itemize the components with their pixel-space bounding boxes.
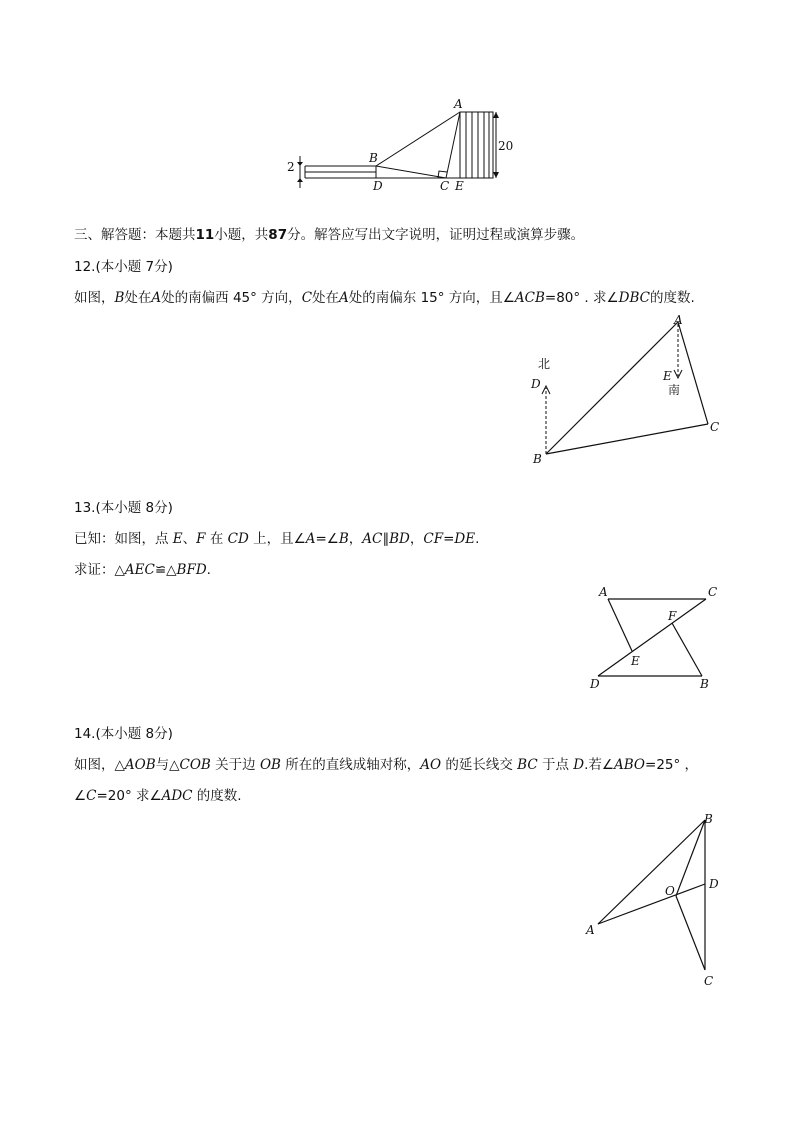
line-dc: [598, 599, 706, 676]
q13-line1: [74, 530, 479, 548]
point-label-a: A: [586, 923, 595, 937]
heading-part: 小题，共: [214, 227, 269, 243]
heading-score: 87: [268, 227, 288, 243]
q13-line2: [74, 561, 211, 579]
q14-line1: [74, 756, 698, 774]
q14-title: 14.(本小题 8分): [74, 726, 173, 742]
point-label-b: B: [700, 677, 709, 691]
figure-q14: [580, 808, 730, 994]
line-ae: [608, 599, 632, 651]
dim-arrow-icon: [493, 172, 499, 178]
line-oc: [676, 896, 705, 970]
point-label-c: C: [704, 974, 714, 988]
heading-part: 三、解答题：本题共: [74, 227, 196, 243]
q13-var: B: [338, 531, 349, 547]
q13-text-part: =∠: [315, 531, 339, 547]
q12-text-part: 处的南偏西 45° 方向，: [161, 290, 302, 306]
dim-arrow-icon: [493, 112, 499, 118]
q13-var: DE: [454, 531, 476, 547]
q14-line2: [74, 787, 242, 805]
point-label-o: O: [665, 884, 675, 898]
line-ad: [598, 884, 705, 924]
q12-text-part: 处在: [312, 290, 340, 306]
point-label-b: B: [704, 812, 713, 826]
q12-var: ACB: [514, 290, 545, 306]
dim-label-20: 20: [498, 139, 514, 153]
q12-text: [74, 289, 695, 307]
q12-var: DBC: [618, 290, 650, 306]
q13-var: BD: [389, 531, 410, 547]
point-label-b: B: [369, 151, 378, 165]
q12-text-part: =80° . 求∠: [544, 290, 619, 306]
q12-text-part: 的度数.: [649, 290, 695, 306]
point-label-e: E: [663, 369, 672, 383]
dim-arrow-icon: [297, 162, 303, 166]
q14-text-part: ∠: [74, 788, 87, 804]
point-label-e: E: [631, 654, 640, 668]
q13-text-part: =: [443, 531, 455, 547]
dim-arrow-icon: [297, 178, 303, 182]
dim-label-2: 2: [287, 160, 295, 174]
q13-text-part: ≌△: [154, 562, 177, 578]
point-label-c: C: [440, 179, 450, 193]
q14-text-part: 于点: [537, 757, 574, 773]
line-ba: [546, 322, 681, 454]
q14-text-part: .若∠: [584, 757, 615, 773]
figure-q13: [584, 582, 724, 694]
point-label-c: C: [710, 420, 720, 434]
q13-var: E: [172, 531, 183, 547]
heading-part: 分。解答应写出文字说明，证明过程或演算步骤。: [287, 227, 585, 243]
q14-var: COB: [179, 757, 211, 773]
line-ca: [446, 112, 460, 178]
figure-top: [270, 92, 530, 196]
q14-var: AOB: [124, 757, 156, 773]
line-bo: [676, 820, 705, 896]
point-label-d: D: [590, 677, 600, 691]
q13-title: 13.(本小题 8分): [74, 500, 173, 516]
line-bc: [546, 424, 708, 454]
hatched-block: [460, 112, 493, 178]
line-bc: [376, 166, 446, 178]
line-fb: [672, 623, 702, 676]
point-label-d: D: [709, 877, 719, 891]
q14-text-part: =25° ，: [645, 757, 699, 773]
line-ab: [598, 820, 705, 924]
q14-var: OB: [259, 757, 281, 773]
q12-text-part: 处在: [124, 290, 152, 306]
q14-text-part: 所在的直线成轴对称，: [280, 757, 421, 773]
q13-text-part: ，: [409, 531, 424, 547]
q14-var: D: [573, 757, 585, 773]
q13-text-part: ∥: [382, 531, 390, 547]
q13-var: AEC: [124, 562, 155, 578]
south-label: 南: [668, 383, 681, 397]
q13-var: F: [196, 531, 206, 547]
q14-text-part: 关于边: [210, 757, 260, 773]
q13-var: BFD: [176, 562, 207, 578]
q13-text-part: 上，且∠: [248, 531, 306, 547]
q14-var: BC: [517, 757, 538, 773]
q12-text-part: 如图，: [74, 290, 115, 306]
point-label-c: C: [708, 585, 718, 599]
figure-q12: [520, 308, 730, 468]
q13-text-part: 已知：如图，点: [74, 531, 173, 547]
q12-var: B: [114, 290, 125, 306]
q14-var: C: [86, 788, 97, 804]
q12-text-part: 处的南偏东 15° 方向，且∠: [348, 290, 515, 306]
section-heading: [74, 226, 584, 244]
q14-text-part: 的延长线交: [441, 757, 518, 773]
q13-var: AC: [362, 531, 383, 547]
point-label-d: D: [373, 179, 383, 193]
point-label-d: D: [531, 377, 541, 391]
point-label-a: A: [454, 97, 463, 111]
q12-title: 12.(本小题 7分): [74, 259, 173, 275]
north-label: 北: [538, 357, 551, 371]
q14-text-part: 与△: [155, 757, 180, 773]
q13-text-part: .: [475, 531, 480, 547]
q12-var: A: [339, 290, 349, 306]
line-ba: [376, 112, 460, 166]
point-label-a: A: [599, 585, 608, 599]
q13-text-part: 求证：△: [74, 562, 125, 578]
q13-var: A: [305, 531, 316, 547]
q12-var: C: [301, 290, 313, 306]
q13-var: CF: [423, 531, 444, 547]
q14-text-part: =20° 求∠: [96, 788, 162, 804]
q13-text-part: .: [206, 562, 211, 578]
q12-var: A: [151, 290, 162, 306]
q14-text-part: 的度数.: [192, 788, 242, 804]
q14-var: ADC: [161, 788, 193, 804]
q14-text-part: 如图，△: [74, 757, 125, 773]
q13-text-part: 、: [182, 531, 197, 547]
q13-text-part: ，: [348, 531, 363, 547]
point-label-a: A: [674, 313, 683, 327]
q13-text-part: 在: [205, 531, 228, 547]
q13-var: CD: [227, 531, 249, 547]
point-label-f: F: [668, 609, 677, 623]
heading-count: 11: [195, 227, 215, 243]
point-label-e: E: [455, 179, 464, 193]
line-ac: [678, 322, 708, 424]
q14-var: AO: [420, 757, 442, 773]
q14-var: ABO: [614, 757, 646, 773]
point-label-b: B: [533, 452, 542, 466]
